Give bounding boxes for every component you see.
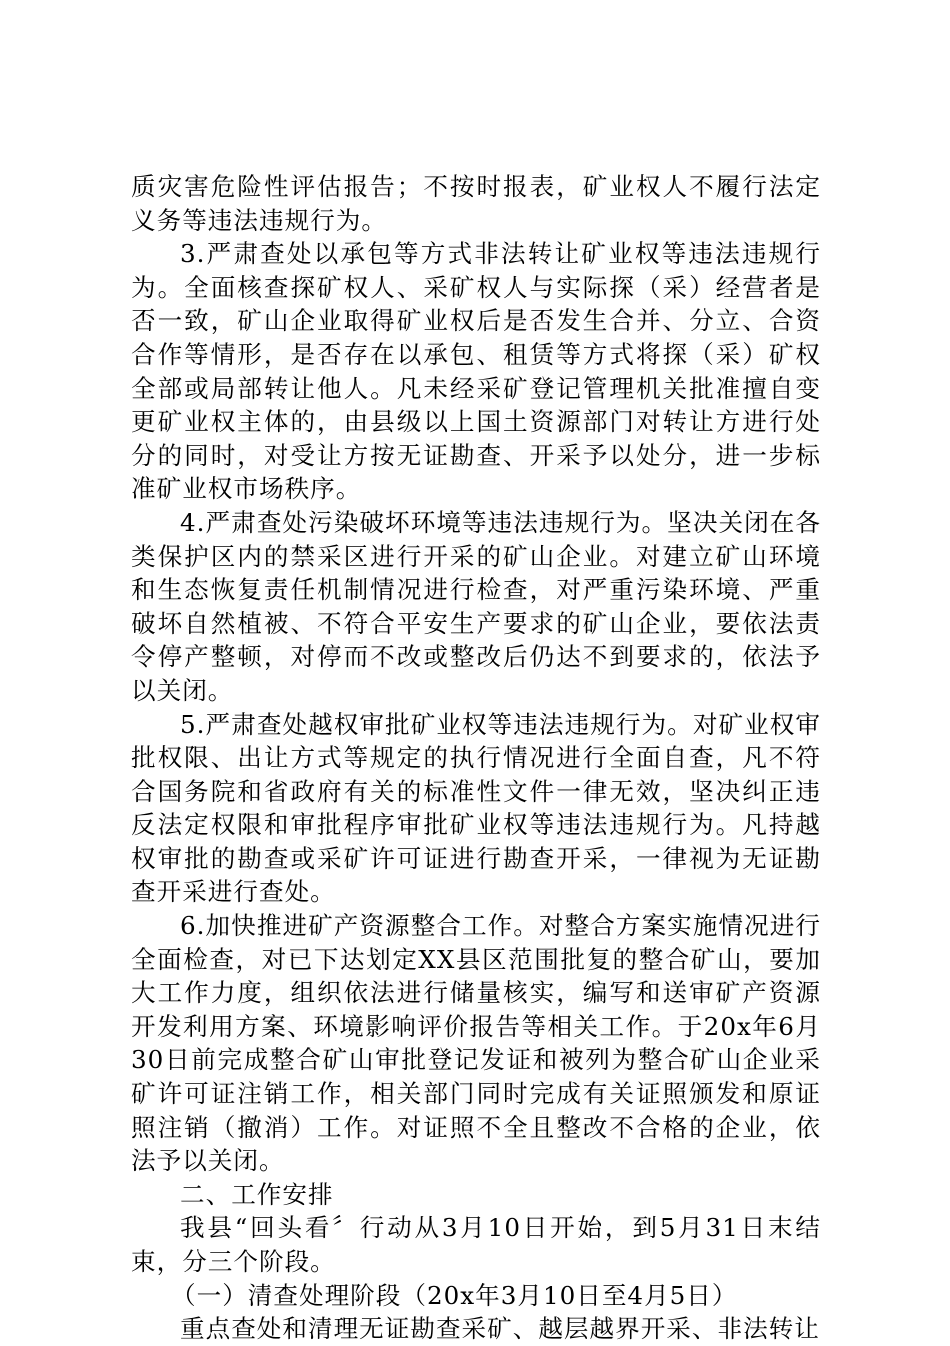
paragraph-continuation: 质灾害危险性评估报告；不按时报表，矿业权人不履行法定义务等违法违规行为。 xyxy=(131,172,821,235)
paragraph-item-3: 3.严肃查处以承包等方式非法转让矿业权等违法违规行为。全面核查探矿权人、采矿权人与实际探（采）经营者是否一致，矿山企业取得矿业权后是否发生合并、分立、合资合作等情形，是否存在以承包、租赁等方式将探（采）矿权全部或局部转让他人。凡未经采矿登记管理机关批准擅自变更矿业权主体的，由县级以上国土资源部门对转让方进行处分的同时，对受让方按无证勘查、开采予以处分，进一步标准矿业权市场秩序。 xyxy=(131,239,821,504)
paragraph-item-5: 5.严肃查处越权审批矿业权等违法违规行为。对矿业权审批权限、出让方式等规定的执行情况进行全面自查，凡不符合国务院和省政府有关的标准性文件一律无效，坚决纠正违反法定权限和审批程序审批矿业权等违法违规行为。凡持越权审批的勘查或采矿许可证进行勘查开采，一律视为无证勘查开采进行查处。 xyxy=(131,709,821,907)
paragraph-schedule: 我县“回头看〞行动从3月10日开始，到5月31日末结束，分三个阶段。 xyxy=(131,1213,821,1276)
document-body xyxy=(131,170,821,1346)
section-heading-work-arrangement: 二、工作安排 xyxy=(180,1179,334,1209)
sub-heading-stage-1: （一）清查处理阶段（20x年3月10日至4月5日） xyxy=(171,1280,738,1310)
paragraph-item-6: 6.加快推进矿产资源整合工作。对整合方案实施情况进行全面检查，对已下达划定XX县区范围批复的整合矿山，要加大工作力度，组织依法进行储量核实，编写和送审矿产资源开发利用方案、环境影响评价报告等相关工作。于20x年6月30日前完成整合矿山审批登记发证和被列为整合矿山企业采矿许可证注销工作，相关部门同时完成有关证照颁发和原证照注销（撤消）工作。对证照不全且整改不合格的企业，依法予以关闭。 xyxy=(131,911,821,1176)
paragraph-item-4: 4.严肃查处污染破坏环境等违法违规行为。坚决关闭在各类保护区内的禁采区进行开采的矿山企业。对建立矿山环境和生态恢复责任机制情况进行检查，对严重污染环境、严重破坏自然植被、不符合平安生产要求的矿山企业，要依法责令停产整顿，对停而不改或整改后仍达不到要求的，依法予以关闭。 xyxy=(131,507,821,705)
paragraph-stage-1-content: 重点查处和清理无证勘查采矿、越层越界开采、非法转让 xyxy=(180,1314,820,1344)
